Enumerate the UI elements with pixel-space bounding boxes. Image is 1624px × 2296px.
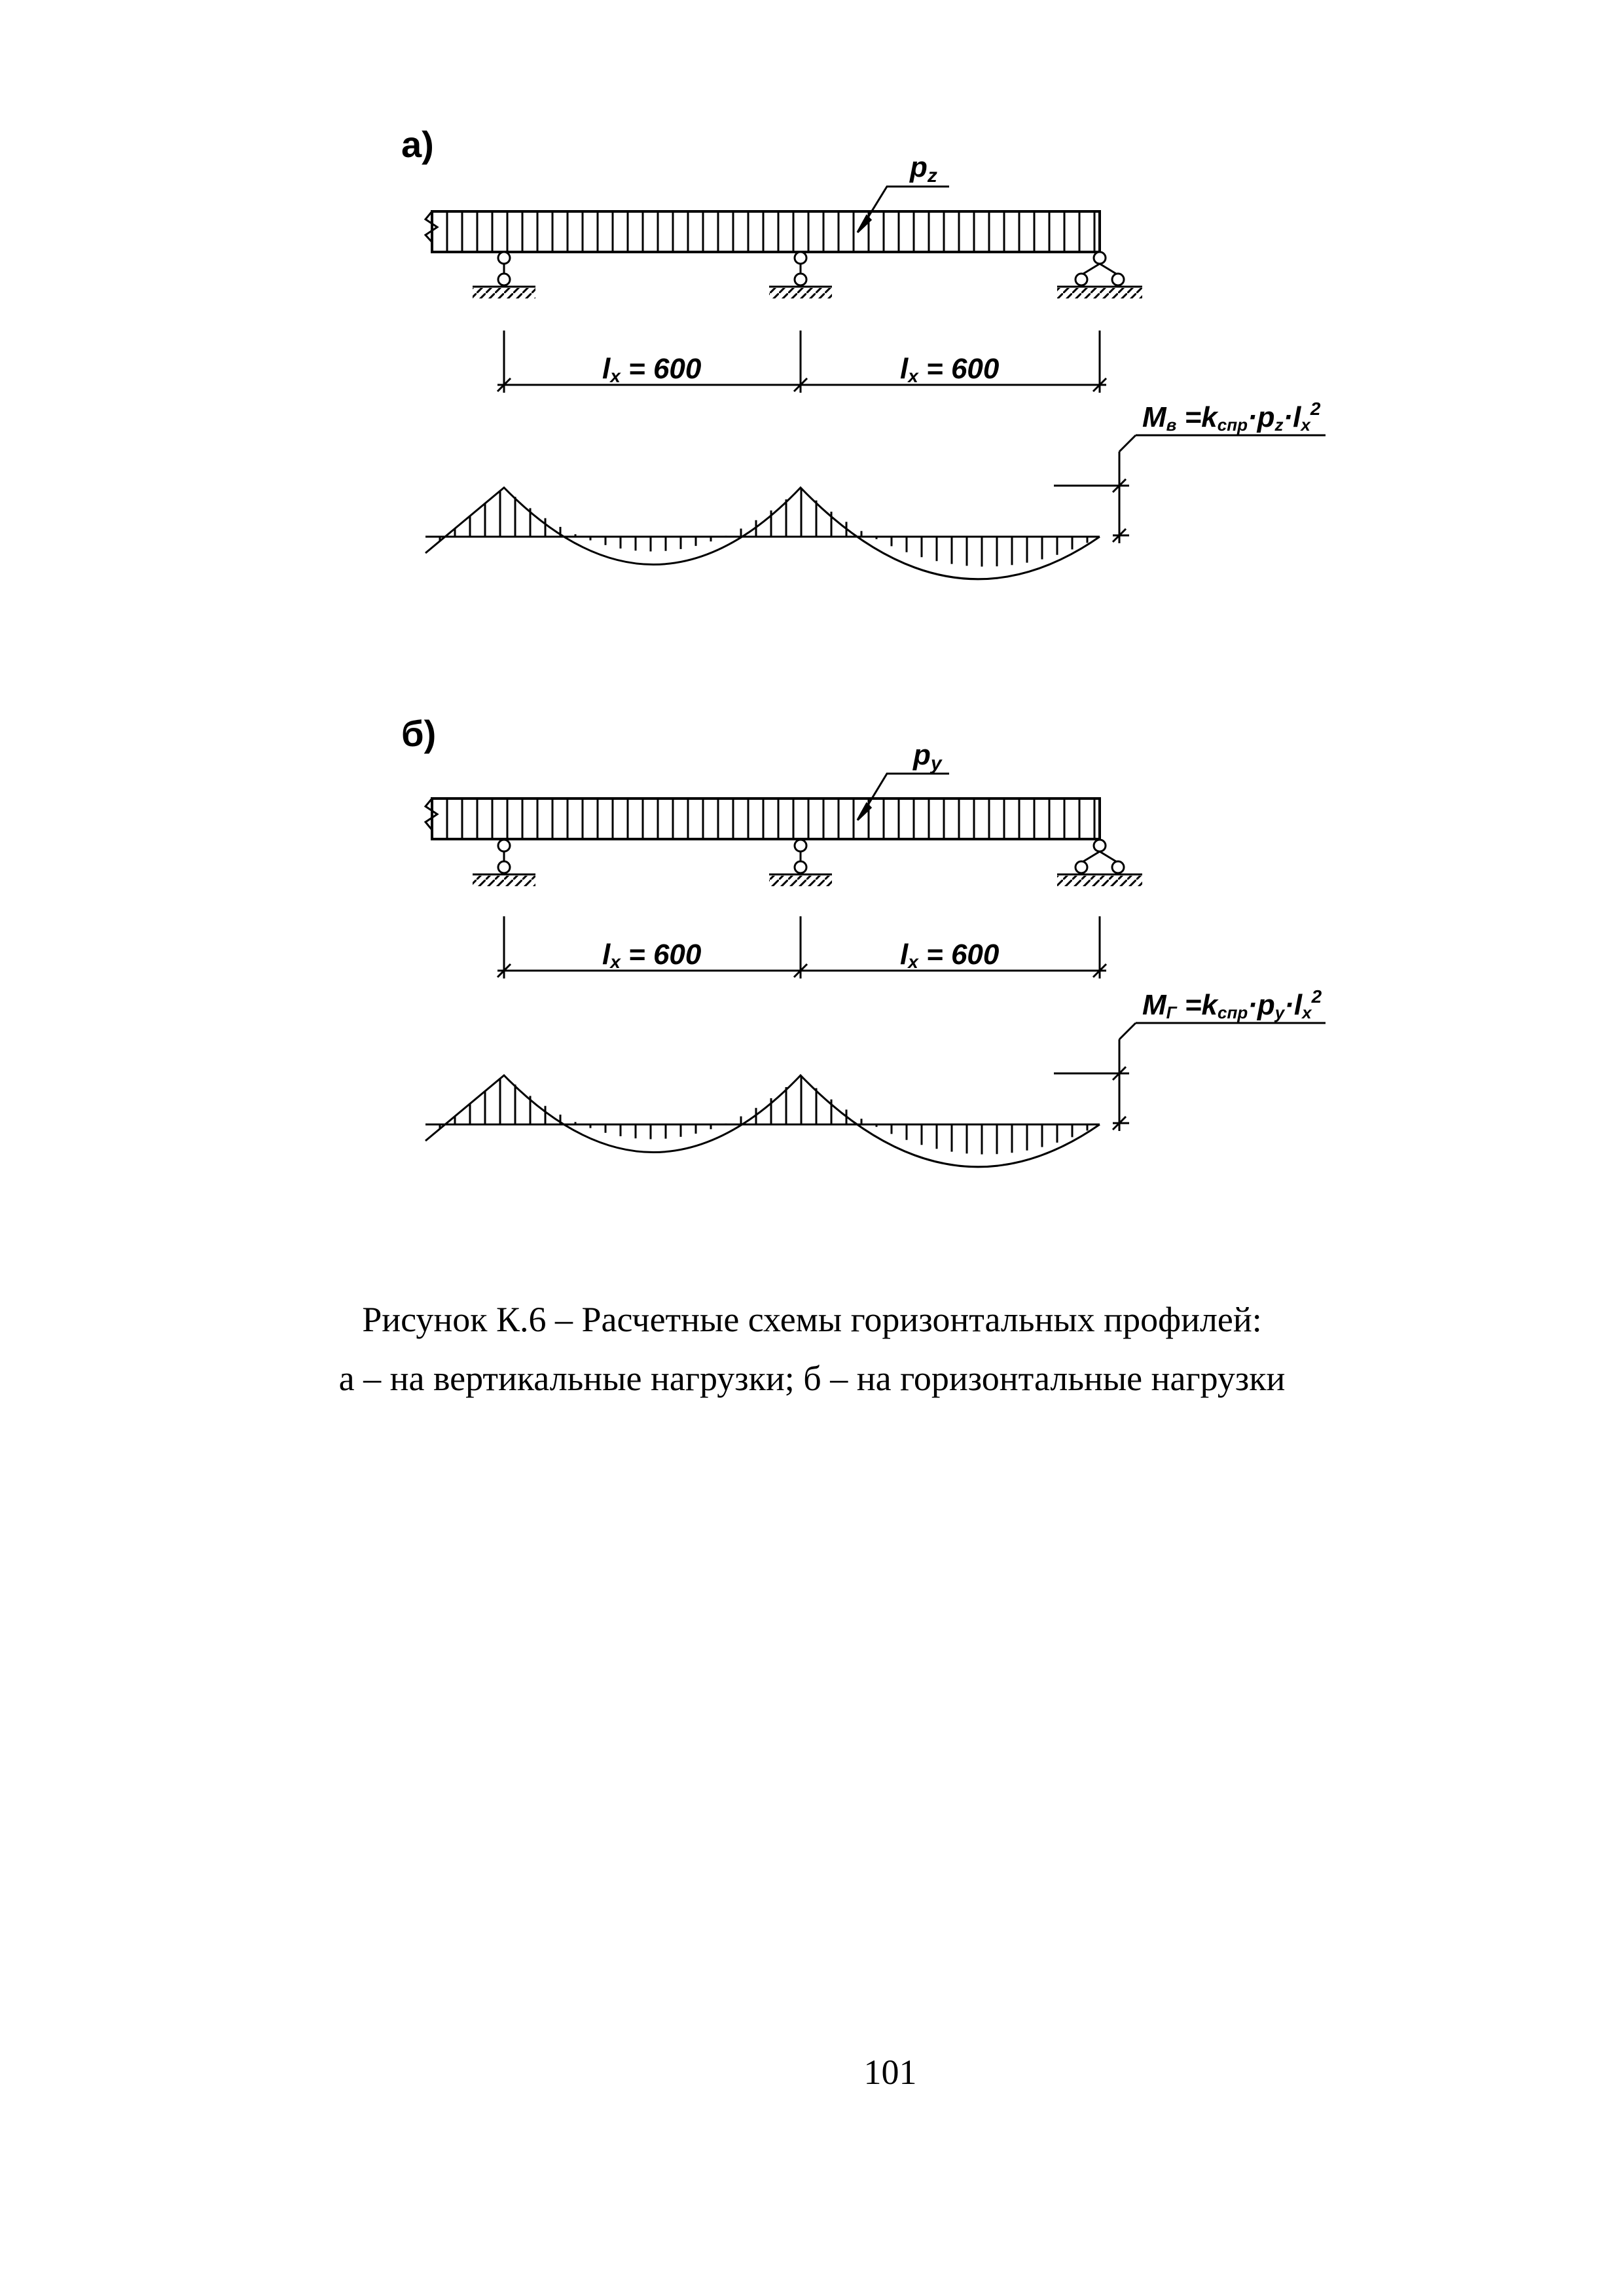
panel-b-load-leader (857, 774, 949, 820)
panel-b-beam (425, 798, 1100, 839)
panel-a-moment-formula: Mв $=kспр\cdot pz\cdot lx^2$ (1142, 399, 1321, 435)
page-number: 101 (863, 2053, 917, 2092)
panel-b-label: б) (401, 713, 437, 754)
panel-b-moment-diagram (425, 1075, 1100, 1167)
panel-b-load-band (432, 798, 1100, 839)
panel-a-load-band (432, 211, 1100, 252)
panel-b-support-3 (1057, 840, 1142, 886)
panel-a-support-1 (473, 252, 535, 298)
panel-a-dimension (497, 331, 1106, 393)
panel-a-load-leader (857, 187, 949, 232)
panel-b-moment-dimension (1054, 1023, 1326, 1131)
panel-b-span-label-1: lx = 600 (602, 939, 702, 972)
panel-a-moment-dimension (1054, 435, 1326, 543)
panel-b (401, 713, 1326, 1167)
panel-b-dimension (497, 916, 1106, 978)
figure-caption-title: Рисунок К.6 – Расчетные схемы горизонтальных профилей: (362, 1300, 1262, 1339)
panel-a-moment-diagram (425, 488, 1100, 579)
panel-a-support-2 (769, 252, 832, 298)
panel-a-span-label-2: lx = 600 (900, 353, 1000, 386)
panel-a-support-3 (1057, 252, 1142, 298)
panel-b-load-label: py (913, 739, 942, 774)
panel-a-label: а) (401, 124, 434, 165)
panel-a-beam (425, 211, 1100, 252)
panel-b-span-label-2: lx = 600 (900, 939, 1000, 972)
panel-a-span-label-1: lx = 600 (602, 353, 702, 386)
panel-b-moment-formula: MГ $=kспр\cdot py\cdot lx^2$ (1142, 986, 1322, 1022)
panel-b-support-2 (769, 840, 832, 886)
figure-caption-legend: а – на вертикальные нагрузки; б – на горизонтальные нагрузки (338, 1359, 1286, 1398)
panel-a (401, 124, 1326, 579)
panel-a-load-label: pz (910, 151, 937, 187)
panel-b-support-1 (473, 840, 535, 886)
